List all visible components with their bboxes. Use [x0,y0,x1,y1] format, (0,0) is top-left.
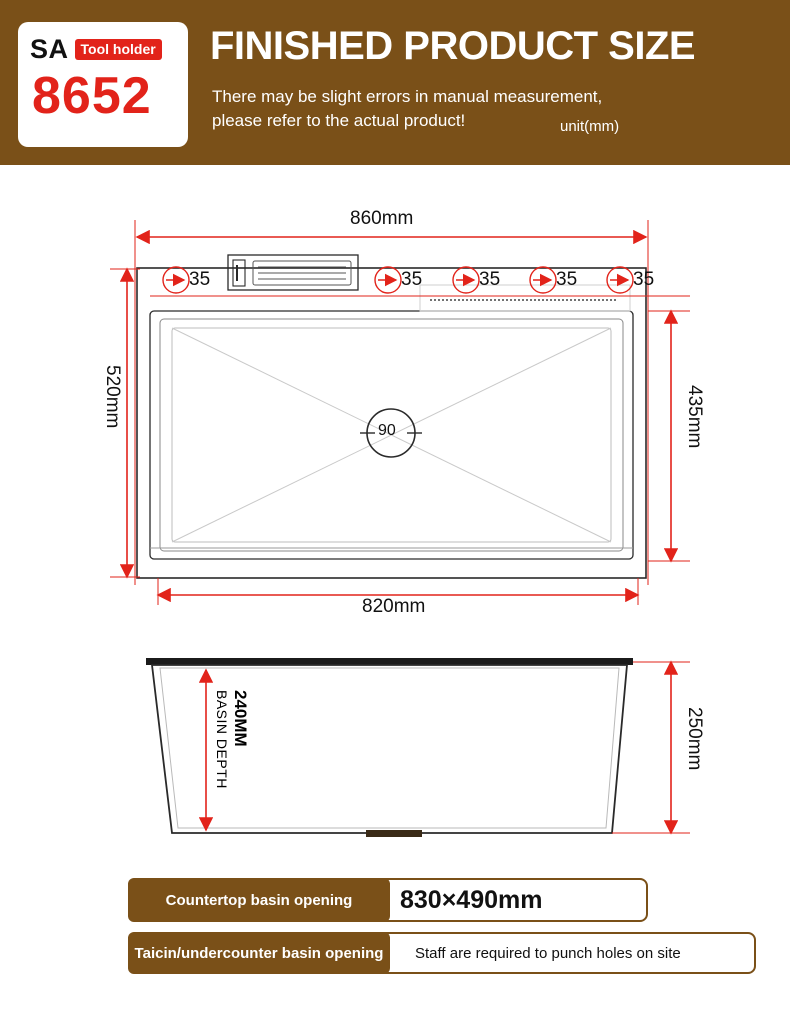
inner-height-label: 435mm [684,385,705,449]
disclaimer-line-2: please refer to the actual product! [212,111,466,130]
inner-width-label: 820mm [362,596,426,617]
hole-spacing-label-3: 35 [479,269,501,290]
badge-top-row [30,36,162,63]
hole-spacing-label-2: 35 [401,269,423,290]
overall-width-label: 860mm [350,208,414,229]
drain-diameter-label: 90 [378,422,396,439]
model-badge [18,22,188,147]
model-number: 8652 [32,67,152,125]
header-banner [0,0,790,165]
brand-label: SA [30,34,69,64]
page-title: FINISHED PRODUCT SIZE [210,24,696,68]
undercounter-opening-value: Staff are required to punch holes on site [415,944,681,962]
basin-depth-value: 240MM [231,690,250,747]
hole-spacing-label-1: 35 [189,269,211,290]
disclaimer-line-1: There may be slight errors in manual measurement, [212,87,603,106]
side-view-drawing [0,640,790,855]
countertop-opening-value: 830×490mm [400,885,543,914]
countertop-opening-label: Countertop basin opening [128,878,390,922]
overall-depth-label: 250mm [684,707,705,771]
basin-depth-caption: BASIN DEPTH [214,690,230,789]
hole-spacing-label-5: 35 [633,269,655,290]
undercounter-opening-label: Taicin/undercounter basin opening [128,932,390,974]
overall-height-label: 520mm [102,365,123,429]
tool-holder-tag: Tool holder [75,39,162,60]
hole-spacing-label-4: 35 [556,269,578,290]
unit-label: unit(mm) [560,118,620,135]
